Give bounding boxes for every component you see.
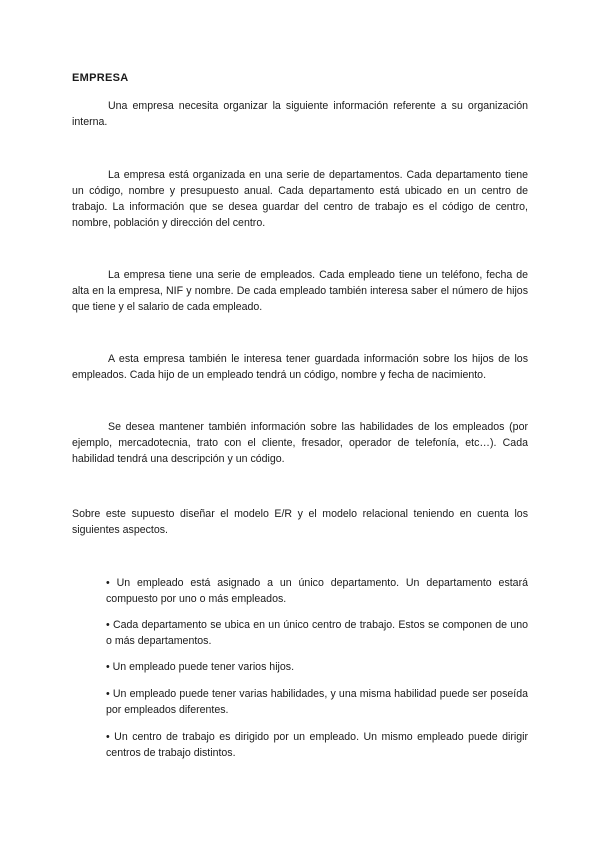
list-item: • Un centro de trabajo es dirigido por un empleado. Un mismo empleado puede dirigir centros de trabajo distintos. xyxy=(106,731,528,759)
supuesto-paragraph: Sobre este supuesto diseñar el modelo E/R y el modelo relacional teniendo en cuenta los siguientes aspectos. xyxy=(72,508,528,536)
document-title: EMPRESA xyxy=(72,72,129,84)
list-item: • Un empleado está asignado a un único departamento. Un departamento estará compuesto por uno o más empleados. xyxy=(106,577,528,605)
list-item: • Cada departamento se ubica en un único centro de trabajo. Estos se componen de uno o más departamentos. xyxy=(106,619,528,647)
list-item: • Un empleado puede tener varias habilidades, y una misma habilidad puede ser poseída por empleados diferentes. xyxy=(106,688,528,716)
hijos-paragraph: A esta empresa también le interesa tener guardada información sobre los hijos de los empleados. Cada hijo de un empleado tendrá un código, nombre y fecha de nacimiento. xyxy=(72,353,528,381)
departamentos-paragraph: La empresa está organizada en una serie de departamentos. Cada departamento tiene un código, nombre y presupuesto anual. Cada departamento está ubicado en un centro de trabajo. La información que se desea guardar del centro de trabajo es el código de centro, nombre, población y dirección del centro. xyxy=(72,169,528,229)
intro-paragraph: Una empresa necesita organizar la siguiente información referente a su organización interna. xyxy=(72,100,528,128)
empleados-paragraph: La empresa tiene una serie de empleados. Cada empleado tiene un teléfono, fecha de alta en la empresa, NIF y nombre. De cada empleado también interesa saber el número de hijos que tiene y el salario de cada empleado. xyxy=(72,269,528,313)
habilidades-paragraph: Se desea mantener también información sobre las habilidades de los empleados (por ejemplo, mercadotecnia, trato con el cliente, fresador, operador de telefonía, etc…). Cada habilidad tendrá una descripción y un código. xyxy=(72,421,528,465)
list-item: • Un empleado puede tener varios hijos. xyxy=(106,661,295,673)
